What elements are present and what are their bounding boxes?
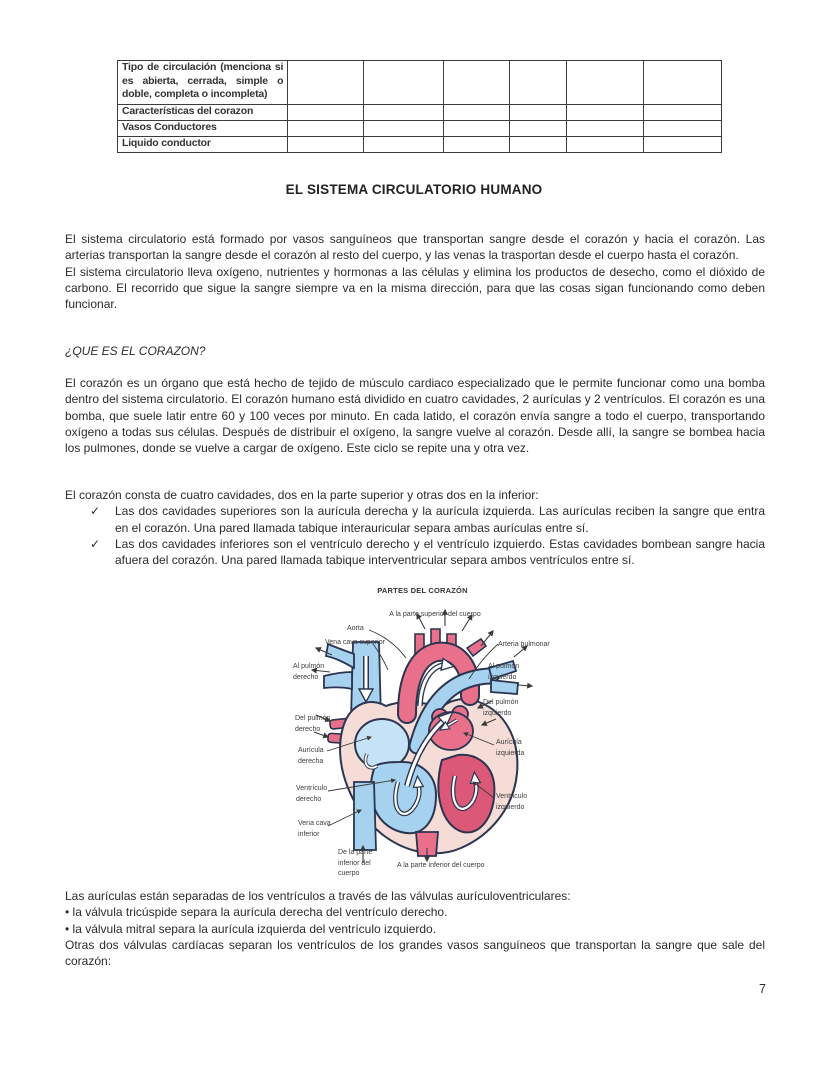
intro-section [65, 231, 765, 312]
worksheet-table [117, 60, 722, 153]
page-number: 7 [759, 982, 766, 996]
label-ventriculo-izquierdo: Ventrículo izquierdo [496, 793, 528, 811]
label-aorta: Aorta [347, 625, 364, 632]
label-ventriculo-derecho: Ventrículo derecho [296, 785, 328, 803]
table-cell-empty [566, 61, 643, 105]
label-vena-cava-inferior: Vena cava inferior [298, 820, 331, 838]
table-cell-empty [443, 137, 509, 153]
table-cell-empty [443, 105, 509, 121]
table-row [118, 61, 722, 105]
label-al-pulmon-derecho: Al pulmón derecho [293, 663, 325, 681]
table-cell-empty [443, 121, 509, 137]
table-row-label: Características del corazon [118, 105, 288, 121]
table-cell-empty [364, 61, 443, 105]
vena-cava-inferior-shape [354, 782, 376, 850]
page-title: EL SISTEMA CIRCULATORIO HUMANO [285, 182, 543, 197]
table-cell-empty [288, 121, 364, 137]
list-item-text: Las dos cavidades inferiores son el ventrículo derecho y el ventrículo izquierdo. Estas cavidades bombean sangre hacia afuera del corazón. Una pared llamada tabique interventricular separa ambos ventrículos entre sí. [115, 536, 765, 568]
list-item: • la válvula mitral separa la aurícula izquierda del ventrículo izquierdo. [65, 921, 437, 936]
table-cell-empty [643, 61, 721, 105]
table-cell-empty [566, 105, 643, 121]
cavidades-section [65, 487, 765, 568]
label-auricula-derecha: Aurícula derecha [298, 747, 324, 765]
table-cell-empty [364, 105, 443, 121]
heart-diagram [285, 584, 560, 886]
label-arteria-pulmonar: Arteria pulmonar [498, 641, 550, 648]
label-a-la-parte-superior: A la parte superior del cuerpo [389, 611, 481, 618]
list-item-text: Las dos cavidades superiores son la aurícula derecha y la aurícula izquierda. Las aurículas reciben la sangre que entra en el corazón. Una pared llamada tabique interauricular separa ambas aurículas entre sí. [115, 504, 765, 535]
label-a-la-parte-inferior: A la parte inferior del cuerpo [397, 862, 485, 869]
table-cell-empty [509, 61, 566, 105]
label-auricula-izquierda: Aurícula izquierda [496, 739, 525, 757]
paragraph: El sistema circulatorio lleva oxígeno, nutrientes y hormonas a las células y elimina los productos de desecho, como el dióxido de carbono. El recorrido que sigue la sangre siempre va en la misma dirección, para que las cosas sigan funcionando como deben funcionar. [65, 264, 765, 312]
paragraph: El corazón es un órgano que está hecho de tejido de músculo cardiaco especializado que le permite funcionar como una bomba dentro del sistema circulatorio. El corazón humano está dividido en cuatro cavidades, 2 aurículas y 2 ventrículos. El corazón es una bomba, que suele latir entre 60 y 100 veces por minuto. En cada latido, el corazón envía sangre a todo el cuerpo, transportando oxígeno a todas sus células. Después de distribuir el oxígeno, la sangre vuelve al corazón. Desde allí, la sangre se bombea hacia los pulmones, donde se vuelve a cargar de oxígeno. Este ciclo se repite una y otra vez. [65, 376, 765, 456]
table-row [118, 137, 722, 153]
table-cell-empty [643, 105, 721, 121]
table-row-label: Tipo de circulación (menciona si es abierta, cerrada, simple o doble, completa o incompleta) [118, 61, 288, 105]
table-cell-empty [509, 137, 566, 153]
table-row-label: Liquido conductor [118, 137, 288, 153]
table-cell-empty [509, 105, 566, 121]
section-heading-corazon: ¿QUE ES EL CORAZON? [65, 344, 206, 358]
list-item: • la válvula tricúspide separa la aurícula derecha del ventrículo derecho. [65, 905, 448, 920]
label-del-pulmon-derecho: Del pulmón derecho [295, 715, 331, 733]
table-row-label: Vasos Conductores [118, 121, 288, 137]
ventriculo-izquierdo-shape [438, 755, 494, 833]
checkmark-icon: ✓ [90, 536, 101, 551]
valvulas-section [65, 888, 765, 969]
list-item [65, 503, 765, 536]
table-cell-empty [288, 105, 364, 121]
table-cell-empty [443, 61, 509, 105]
table-row [118, 105, 722, 121]
figure-caption: PARTES DEL CORAZÓN [377, 586, 468, 595]
table-cell-empty [566, 121, 643, 137]
paragraph: Las aurículas están separadas de los ventrículos a través de las válvulas aurículoventriculares: [65, 889, 571, 903]
table-cell-empty [364, 137, 443, 153]
label-del-pulmon-izquierdo: Del pulmón izquierdo [483, 699, 519, 717]
heart-figure [285, 584, 560, 886]
table-cell-empty [288, 137, 364, 153]
label-de-la-parte-inferior: De la parte inferior del cuerpo [338, 849, 373, 877]
table-cell-empty [288, 61, 364, 105]
label-vena-cava-superior: Vena cava superior [325, 639, 385, 646]
paragraph: El corazón consta de cuatro cavidades, dos en la parte superior y otras dos en la inferior: [65, 488, 539, 502]
table-row [118, 121, 722, 137]
table-cell-empty [643, 137, 721, 153]
table-cell-empty [364, 121, 443, 137]
label-al-pulmon-izquierdo: Al pulmón izquierdo [488, 663, 520, 681]
paragraph: El sistema circulatorio está formado por vasos sanguíneos que transportan sangre desde el corazón y hacia el corazón. Las arterias transportan la sangre desde el corazón al resto del cuerpo, y las venas la trasportan desde el cuerpo hasta el corazón. [65, 232, 765, 263]
table-cell-empty [566, 137, 643, 153]
list-item [65, 536, 765, 569]
table-cell-empty [509, 121, 566, 137]
checkmark-icon: ✓ [90, 504, 101, 519]
table-cell-empty [643, 121, 721, 137]
paragraph: Otras dos válvulas cardíacas separan los ventrículos de los grandes vasos sanguíneos que transportan la sangre que sale del corazón: [65, 937, 765, 969]
